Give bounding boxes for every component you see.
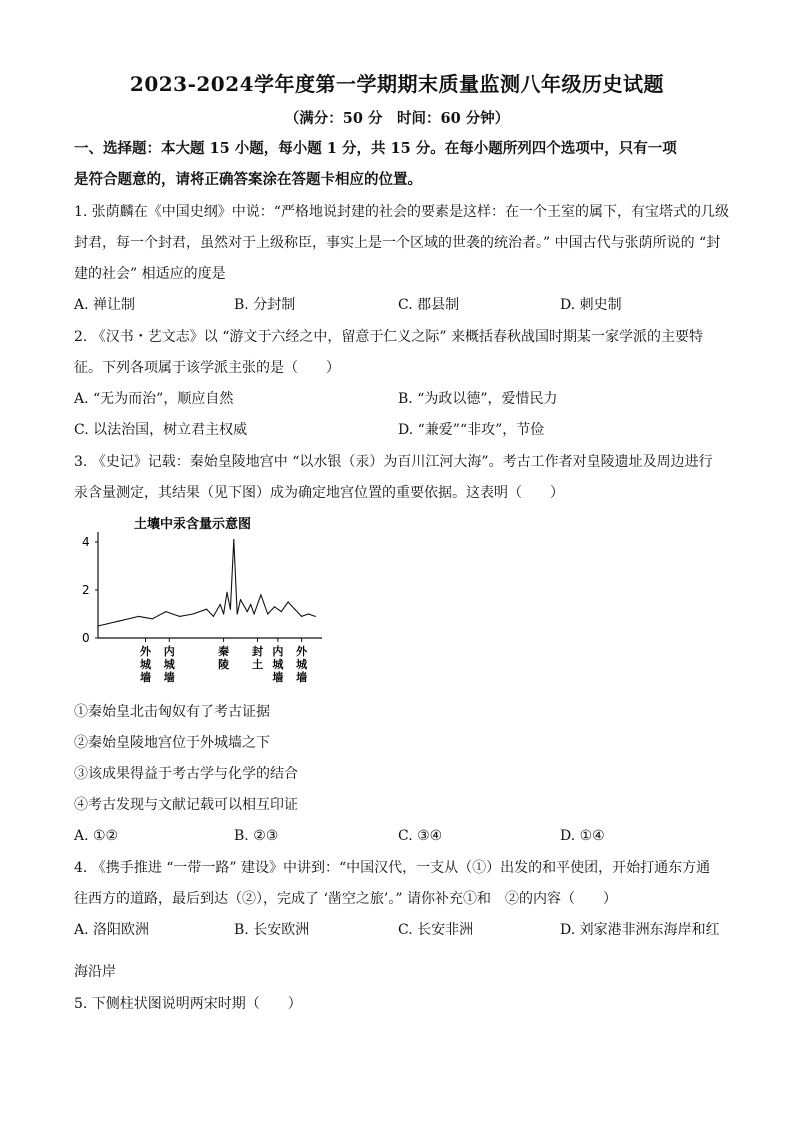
q3-statement-3: ③该成果得益于考古学与化学的结合	[74, 766, 298, 782]
chart-data-point	[233, 539, 234, 540]
chart-y-tick-label: 2	[82, 583, 90, 597]
q3-statement-4: ④考古发现与文献记载可以相互印证	[74, 797, 298, 813]
chart-data-point	[308, 613, 309, 614]
q1-option-c[interactable]: C. 郡县制	[398, 297, 460, 313]
chart-data-point	[301, 616, 302, 617]
chart-x-label: 外城墙	[140, 645, 152, 684]
chart-data-point	[138, 616, 139, 617]
chart-axes	[98, 532, 322, 638]
chart-y-tick-label: 0	[82, 631, 90, 645]
chart-data-point	[250, 604, 251, 605]
chart-data-point	[223, 613, 224, 614]
q2-stem-line1: 2. 《汉书・艺文志》以 “游文于六经之中，留意于仁义之际” 来概括春秋战国时期某一家学派的主要特	[74, 329, 704, 345]
chart-data-point	[226, 592, 227, 593]
section-heading-line1: 一、选择题：本大题 15 小题，每小题 1 分，共 15 分。在每小题所列四个选项中，只有一项	[74, 140, 677, 157]
q3-stem-line1: 3. 《史记》记载：秦始皇陵地宫中 “以水银（汞）为百川江河大海”。考古工作者对皇陵遗址及周边进行	[74, 454, 713, 470]
chart-data-point	[152, 618, 153, 619]
mercury-chart	[74, 508, 334, 688]
chart-data-point	[220, 604, 221, 605]
chart-data-point	[206, 609, 207, 610]
q1-stem-line1: 1. 张荫麟在《中国史纲》中说：“严格地说封建的社会的要素是这样：在一个王室的属下，有宝塔式的几级	[74, 204, 729, 220]
q3-option-d[interactable]: D. ①④	[560, 828, 605, 844]
q4-option-b[interactable]: B. 长安欧洲	[234, 922, 310, 938]
chart-data-point	[179, 616, 180, 617]
chart-title: 土壤中汞含量示意图	[134, 517, 252, 532]
q3-option-a[interactable]: A. ①②	[74, 828, 119, 844]
q2-option-d[interactable]: D. “兼爱”“非攻”，节俭	[398, 422, 545, 438]
chart-data-point	[260, 594, 261, 595]
chart-y-ticks	[82, 535, 98, 645]
chart-x-label: 秦陵	[218, 645, 230, 671]
chart-data-point	[315, 616, 316, 617]
chart-data-point	[281, 611, 282, 612]
chart-y-tick-label: 4	[82, 535, 90, 549]
q2-option-b[interactable]: B. “为政以德”，爱惜民力	[398, 391, 558, 407]
chart-data-point	[267, 613, 268, 614]
q4-option-d[interactable]: D. 刘家港非洲东海岸和红	[560, 922, 720, 938]
q1-stem-line3: 建的社会” 相适应的度是	[74, 266, 226, 282]
section-heading-line2: 是符合题意的，请将正确答案涂在答题卡相应的位置。	[74, 171, 422, 188]
q2-option-a[interactable]: A. “无为而治”，顺应自然	[74, 391, 234, 407]
chart-data-point	[240, 599, 241, 600]
chart-data-point	[294, 609, 295, 610]
q1-option-a[interactable]: A. 禅让制	[74, 297, 136, 313]
q3-option-b[interactable]: B. ②③	[234, 828, 279, 844]
chart-x-label: 外城墙	[296, 645, 308, 684]
q3-stem-line2: 汞含量测定，其结果（见下图）成为确定地宫位置的重要依据。这表明（ ）	[74, 485, 564, 501]
chart-x-labels	[140, 638, 308, 684]
chart-data-point	[165, 611, 166, 612]
exam-subtitle: （满分：50 分 时间：60 分钟）	[284, 110, 510, 127]
chart-data-point	[254, 613, 255, 614]
chart-data-point	[247, 611, 248, 612]
chart-data-point	[213, 616, 214, 617]
chart-data-point	[97, 625, 98, 626]
chart-data-point	[118, 621, 119, 622]
q5-stem: 5. 下侧柱状图说明两宋时期（ ）	[74, 996, 302, 1012]
q2-stem-line2: 征。下列各项属于该学派主张的是（ ）	[74, 360, 340, 376]
q2-option-c[interactable]: C. 以法治国，树立君主权威	[74, 422, 248, 438]
chart-x-label: 内城墙	[163, 645, 175, 684]
chart-data-point	[237, 613, 238, 614]
chart-x-label: 封土	[252, 645, 264, 671]
q3-statement-2: ②秦始皇陵地宫位于外城墙之下	[74, 735, 270, 751]
q4-option-d-continuation: 海沿岸	[74, 964, 116, 980]
chart-data-point	[287, 601, 288, 602]
chart-data-point	[192, 613, 193, 614]
chart-x-label: 内城墙	[272, 645, 284, 684]
mercury-chart-svg	[74, 508, 334, 688]
chart-data-point	[274, 606, 275, 607]
exam-title: 2023-2024学年度第一学期期末质量监测八年级历史试题	[129, 72, 665, 96]
q3-option-c[interactable]: C. ③④	[398, 828, 443, 844]
chart-data-point	[230, 609, 231, 610]
chart-series	[97, 539, 315, 627]
q4-stem-line1: 4. 《携手推进 “一带一路” 建设》中讲到：“中国汉代，一支从（①）出发的和平使团，开始打通东方通	[74, 860, 711, 876]
q4-stem-line2: 往西方的道路，最后到达（②），完成了 ‘凿空之旅’。” 请你补充①和 ②的内容（ ）	[74, 891, 617, 907]
q4-option-c[interactable]: C. 长安非洲	[398, 922, 474, 938]
q1-option-d[interactable]: D. 刺史制	[560, 297, 622, 313]
q4-option-a[interactable]: A. 洛阳欧洲	[74, 922, 150, 938]
q1-option-b[interactable]: B. 分封制	[234, 297, 296, 313]
chart-series-line	[98, 540, 315, 626]
q1-stem-line2: 封君，每一个封君，虽然对于上级称臣，事实上是一个区域的世袭的统治者。” 中国古代与张荫所说的 “封	[74, 235, 721, 251]
q3-statement-1: ①秦始皇北击匈奴有了考古证据	[74, 704, 270, 720]
